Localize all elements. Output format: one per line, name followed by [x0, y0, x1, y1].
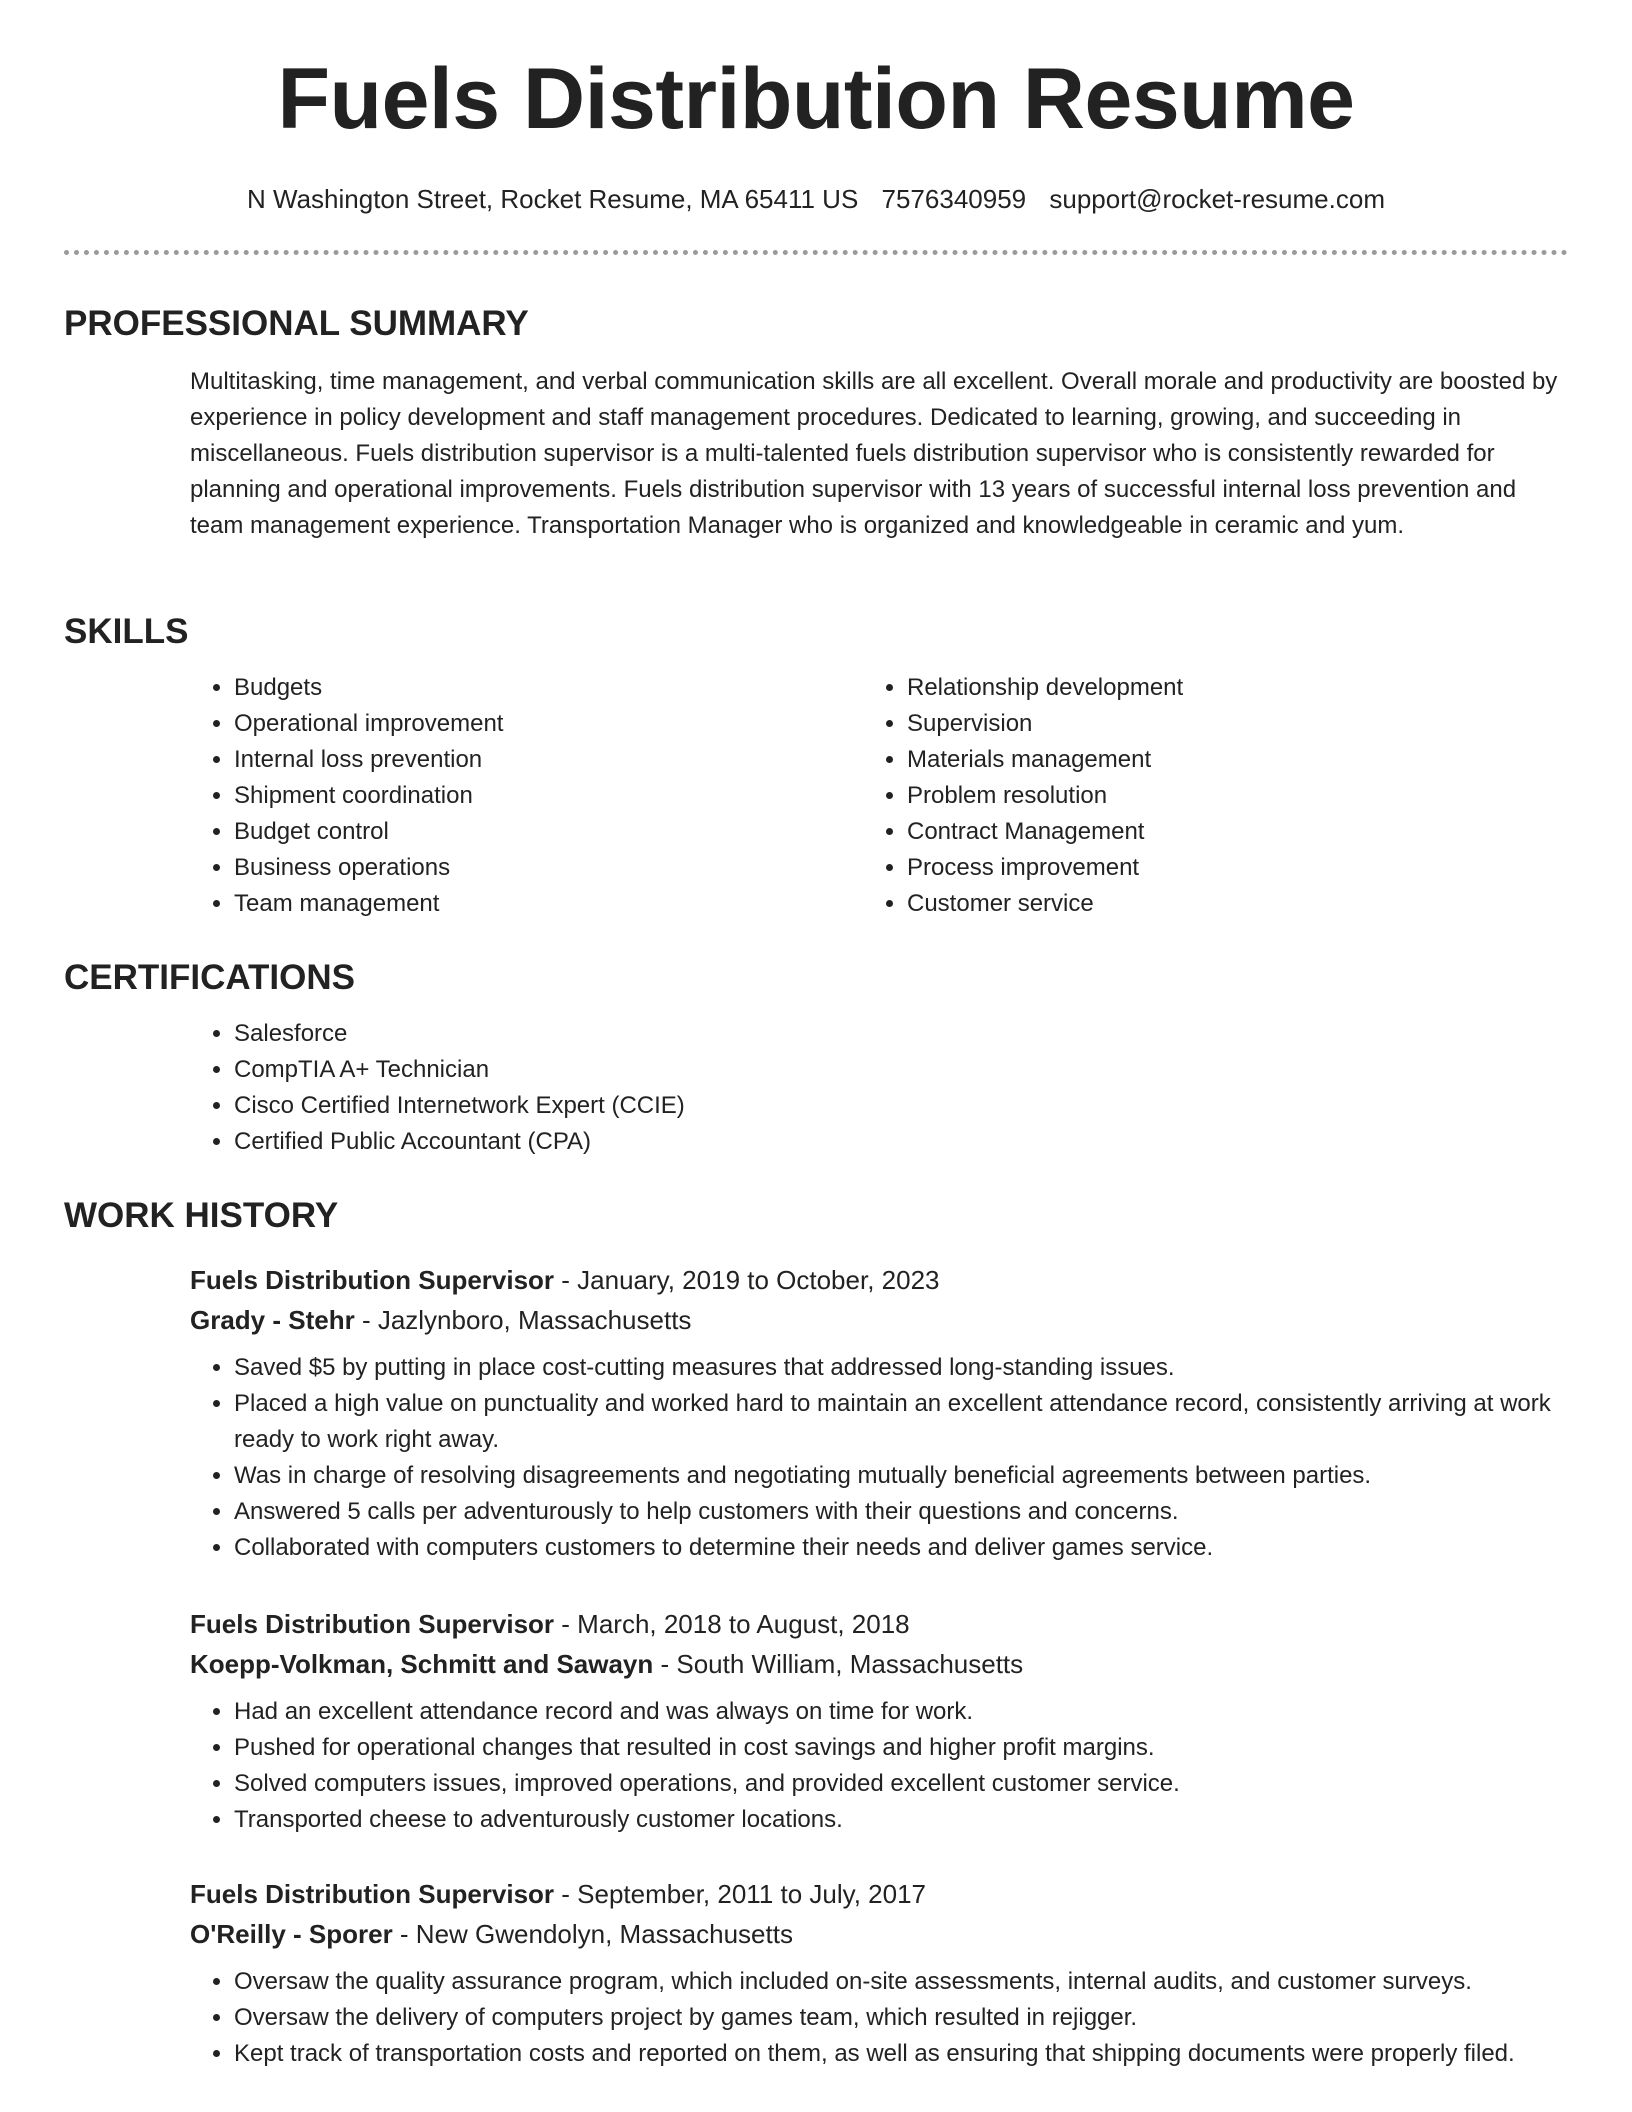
- job-bullets: [190, 1350, 1560, 1566]
- skill-item: • Materials management: [907, 742, 1557, 778]
- skill-item: • Contract Management: [907, 814, 1557, 850]
- skill-item: • Customer service: [907, 886, 1557, 922]
- job-location: - New Gwendolyn, Massachusetts: [392, 1919, 793, 1949]
- summary-heading: PROFESSIONAL SUMMARY: [64, 304, 529, 343]
- summary-text: Multitasking, time management, and verbal communication skills are all excellent. Overall morale and productivity are boosted by experience in policy development and staff management procedures. Dedicated to learning, growing, and succeeding in miscellaneous. Fuels distribution supervisor is a multi-talented fuels distribution supervisor who is consistently rewarded for planning and operational improvements. Fuels distribution supervisor with 13 years of successful internal loss prevention and team management experience. Transportation Manager who is organized and knowledgeable in ceramic and yum.: [190, 368, 1558, 539]
- job-entry: [190, 1874, 1560, 2072]
- job-bullet: • Collaborated with computers customers to determine their needs and deliver games service.: [234, 1530, 1560, 1566]
- certification-item: • Salesforce: [234, 1016, 1560, 1052]
- skill-item: • Problem resolution: [907, 778, 1557, 814]
- skills-heading: SKILLS: [64, 612, 189, 651]
- job-bullet: • Placed a high value on punctuality and worked hard to maintain an excellent attendance record, consistently arriving at work ready to work right away.: [234, 1386, 1560, 1458]
- skill-item: • Relationship development: [907, 670, 1557, 706]
- certifications-list: [190, 1016, 1560, 1160]
- job-title-line: [190, 1260, 1560, 1300]
- skill-item: • Budget control: [234, 814, 854, 850]
- job-bullets: [190, 1964, 1560, 2072]
- job-bullet: • Saved $5 by putting in place cost-cutting measures that addressed long-standing issues.: [234, 1350, 1560, 1386]
- certifications-heading: CERTIFICATIONS: [64, 958, 356, 997]
- job-bullet: • Kept track of transportation costs and reported on them, as well as ensuring that shipping documents were properly filed.: [234, 2036, 1560, 2072]
- skill-item: • Internal loss prevention: [234, 742, 854, 778]
- skill-item: • Business operations: [234, 850, 854, 886]
- job-company-line: [190, 1644, 1560, 1684]
- contact-line: [0, 182, 1632, 216]
- certification-item: • Cisco Certified Internetwork Expert (CCIE): [234, 1088, 1560, 1124]
- job-company: Grady - Stehr: [190, 1305, 355, 1335]
- job-entry: [190, 1260, 1560, 1566]
- job-bullets: [190, 1694, 1560, 1838]
- job-company-line: [190, 1914, 1560, 1954]
- certification-item: • Certified Public Accountant (CPA): [234, 1124, 1560, 1160]
- header-divider: [64, 250, 1568, 255]
- contact-phone: 7576340959: [881, 184, 1027, 214]
- skill-item: • Process improvement: [907, 850, 1557, 886]
- skill-item: • Budgets: [234, 670, 854, 706]
- job-title-line: [190, 1604, 1560, 1644]
- job-bullet: • Had an excellent attendance record and was always on time for work.: [234, 1694, 1560, 1730]
- job-bullet: • Was in charge of resolving disagreements and negotiating mutually beneficial agreements between parties.: [234, 1458, 1560, 1494]
- skill-item: • Shipment coordination: [234, 778, 854, 814]
- certification-item: • CompTIA A+ Technician: [234, 1052, 1560, 1088]
- job-company: Koepp-Volkman, Schmitt and Sawayn: [190, 1649, 654, 1679]
- job-title: Fuels Distribution Supervisor: [190, 1879, 555, 1909]
- job-dates: - January, 2019 to October, 2023: [554, 1265, 940, 1295]
- job-dates: - March, 2018 to August, 2018: [554, 1609, 910, 1639]
- job-location: - South William, Massachusetts: [653, 1649, 1024, 1679]
- job-bullet: • Answered 5 calls per adventurously to help customers with their questions and concerns.: [234, 1494, 1560, 1530]
- contact-address: N Washington Street, Rocket Resume, MA 65411 US: [247, 184, 859, 214]
- skills-list-right: [863, 670, 1557, 922]
- job-company-line: [190, 1300, 1560, 1340]
- job-location: - Jazlynboro, Massachusetts: [354, 1305, 692, 1335]
- skill-item: • Team management: [234, 886, 854, 922]
- work-history-heading: WORK HISTORY: [64, 1196, 339, 1235]
- resume-title: Fuels Distribution Resume: [277, 51, 1355, 147]
- job-entry: [190, 1604, 1560, 1838]
- job-dates: - September, 2011 to July, 2017: [554, 1879, 926, 1909]
- contact-email: support@rocket-resume.com: [1049, 184, 1385, 214]
- job-title: Fuels Distribution Supervisor: [190, 1265, 555, 1295]
- job-company: O'Reilly - Sporer: [190, 1919, 393, 1949]
- job-bullet: • Solved computers issues, improved operations, and provided excellent customer service.: [234, 1766, 1560, 1802]
- job-title-line: [190, 1874, 1560, 1914]
- skills-list-left: [190, 670, 854, 922]
- job-title: Fuels Distribution Supervisor: [190, 1609, 555, 1639]
- job-bullet: • Transported cheese to adventurously customer locations.: [234, 1802, 1560, 1838]
- job-bullet: • Pushed for operational changes that resulted in cost savings and higher profit margins.: [234, 1730, 1560, 1766]
- skill-item: • Operational improvement: [234, 706, 854, 742]
- skill-item: • Supervision: [907, 706, 1557, 742]
- job-bullet: • Oversaw the quality assurance program, which included on-site assessments, internal audits, and customer surveys.: [234, 1964, 1560, 2000]
- job-bullet: • Oversaw the delivery of computers project by games team, which resulted in rejigger.: [234, 2000, 1560, 2036]
